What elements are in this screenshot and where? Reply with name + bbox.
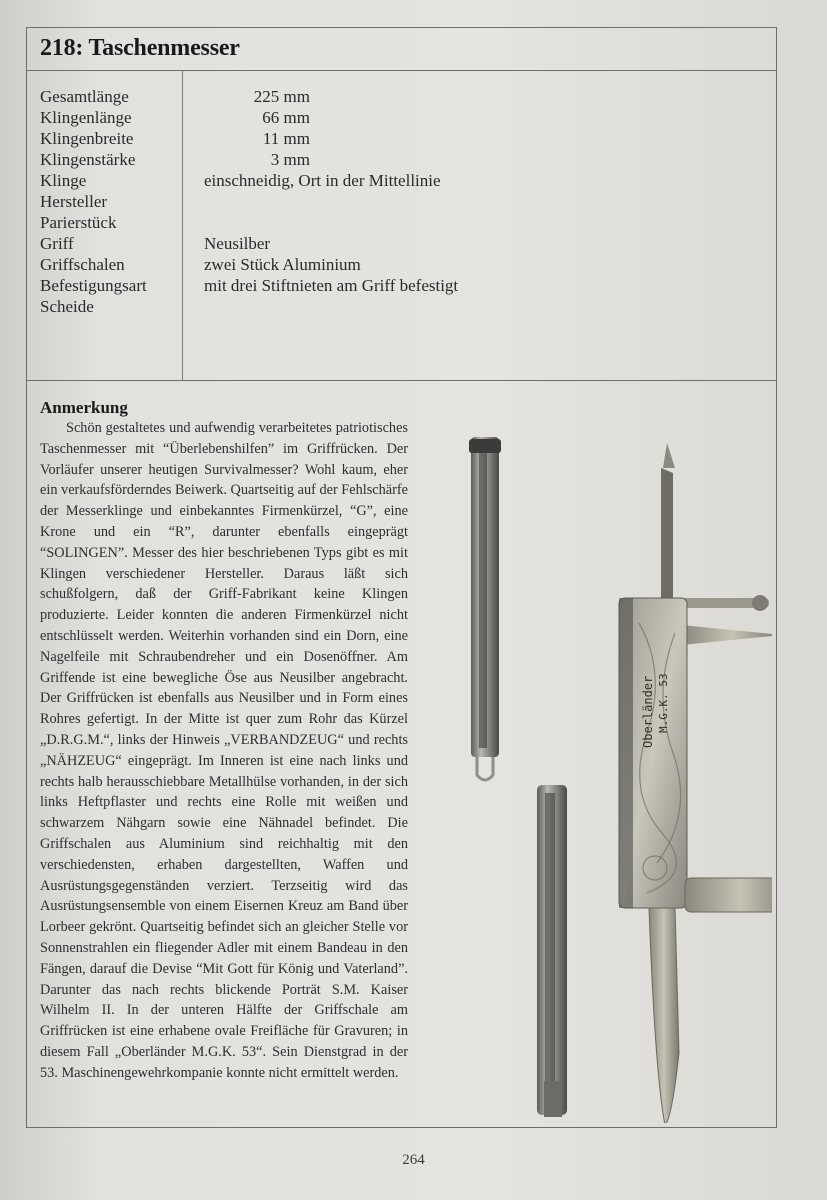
spec-label: Parierstück	[40, 213, 117, 232]
spec-row	[40, 149, 760, 170]
spec-value: 11 mm	[262, 129, 310, 148]
engraving-line-1: Oberländer	[641, 675, 655, 748]
spec-row	[40, 128, 760, 149]
spec-label: Griffschalen	[40, 255, 125, 274]
note-section	[40, 398, 408, 1084]
spec-row	[40, 212, 760, 233]
spec-label: Griff	[40, 234, 74, 253]
spec-label: Klingenstärke	[40, 150, 136, 169]
spec-row	[40, 107, 760, 128]
knife-photo	[427, 413, 772, 1123]
spec-value: Neusilber	[204, 234, 271, 253]
note-body: Schön gestaltetes und aufwendig verarbeitetes patriotisches Taschenmesser mit “Überlebenshilfen” im Griffrücken. Der Vorläufer unserer heutigen Survivalmesser? Wohl kaum, eher ein verkaufsförderndes Beiwerk. Quartseitig auf der Fehlschärfe der Messerklinge und einbekanntes Firmenkürzel, “G”, eine Krone und ein “R”, darunter ebenfalls eingeprägt “SOLINGEN”. Messer des hier beschriebenen Typs gibt es mit Klingen verschiedener Hersteller. Daraus läßt sich schußfolgern, daß der Griff-Fabrikant keine Klingen produzierte. Leider konnten die anderen Firmenkürzel nicht entschlüsselt werden. Weiterhin vorhanden sind ein Dorn, eine Nagelfeile mit Schraubendreher und ein Dosenöffner. Am Griffende ist eine bewegliche Öse aus Neusilber angebracht. Der Griffrücken ist ebenfalls aus Neusilber und in Form eines Rohres gefertigt. In der Mitte ist quer zum Rohr das Kürzel „D.R.G.M.“, links der Hinweis „VERBANDZEUG“ und rechts „NÄHZEUG“ eingeprägt. Im Inneren ist eine nach links und rechts halb herausschiebbare Metallhülse vorhanden, in der sich links Heftpflaster und rechts eine Rolle mit weißen und schwarzem Nähgarn sowie eine Nähnadel befindet. Die Griffschalen aus Aluminium sind reichhaltig mit den verschiedensten, erhaben dargestellten, Waffen und Ausrüstungsgegenständen verziert. Terzseitig wird das Ausrüstungsensemble von einem Eisernen Kreuz am Band über Lorbeer gekrönt. Quartseitig befindet sich an gleicher Stelle vor Sonnenstrahlen ein fliegender Adler mit einem Bandeau in den Fängen, darauf die Devise “Mit Gott für König und Vaterland”. Darunter das nach rechts blickende Porträt S.M. Kaiser Wilhelm II. In der unteren Hälfte der Griffschale am Griffrücken ist eine erhabene ovale Freifläche für Gravuren; in diesem Fall „Oberländer M.G.K. 53“. Sein Dienstgrad in der 53. Maschinengewehrkompanie konnte nicht ermittelt werden.	[40, 420, 408, 1081]
spec-label: Scheide	[40, 297, 94, 316]
title-row	[27, 28, 776, 71]
knife-spine-view	[469, 437, 501, 780]
spec-label: Gesamtlänge	[40, 87, 129, 106]
spec-row	[40, 170, 760, 191]
note-heading: Anmerkung	[40, 398, 128, 417]
spec-label: Hersteller	[40, 192, 108, 211]
spec-value: zwei Stück Aluminium	[204, 255, 361, 274]
spec-row	[40, 275, 760, 296]
spec-value: 225 mm	[253, 87, 310, 106]
spec-row	[40, 86, 760, 107]
spec-row	[40, 296, 760, 317]
spec-row	[40, 191, 760, 212]
spec-value: 3 mm	[270, 150, 310, 169]
spec-value: mit drei Stiftnieten am Griff befestigt	[204, 276, 459, 295]
spec-table	[27, 70, 776, 381]
spec-label: Klingenlänge	[40, 108, 132, 127]
entry-frame	[26, 27, 777, 1128]
spec-label: Klingenbreite	[40, 129, 134, 148]
spec-value: einschneidig, Ort in der Mittellinie	[204, 171, 441, 190]
engraving-line-2: M.G.K. 53	[657, 673, 670, 733]
spec-label: Klinge	[40, 171, 87, 190]
spec-label: Befestigungsart	[40, 276, 147, 295]
entry-title: 218: Taschenmesser	[40, 35, 240, 61]
knife-open-view	[619, 443, 772, 1123]
spec-row	[40, 254, 760, 275]
tube-insert	[537, 785, 567, 1117]
spec-value: 66 mm	[262, 108, 310, 127]
page-number: 264	[402, 1152, 425, 1168]
spec-row	[40, 233, 760, 254]
